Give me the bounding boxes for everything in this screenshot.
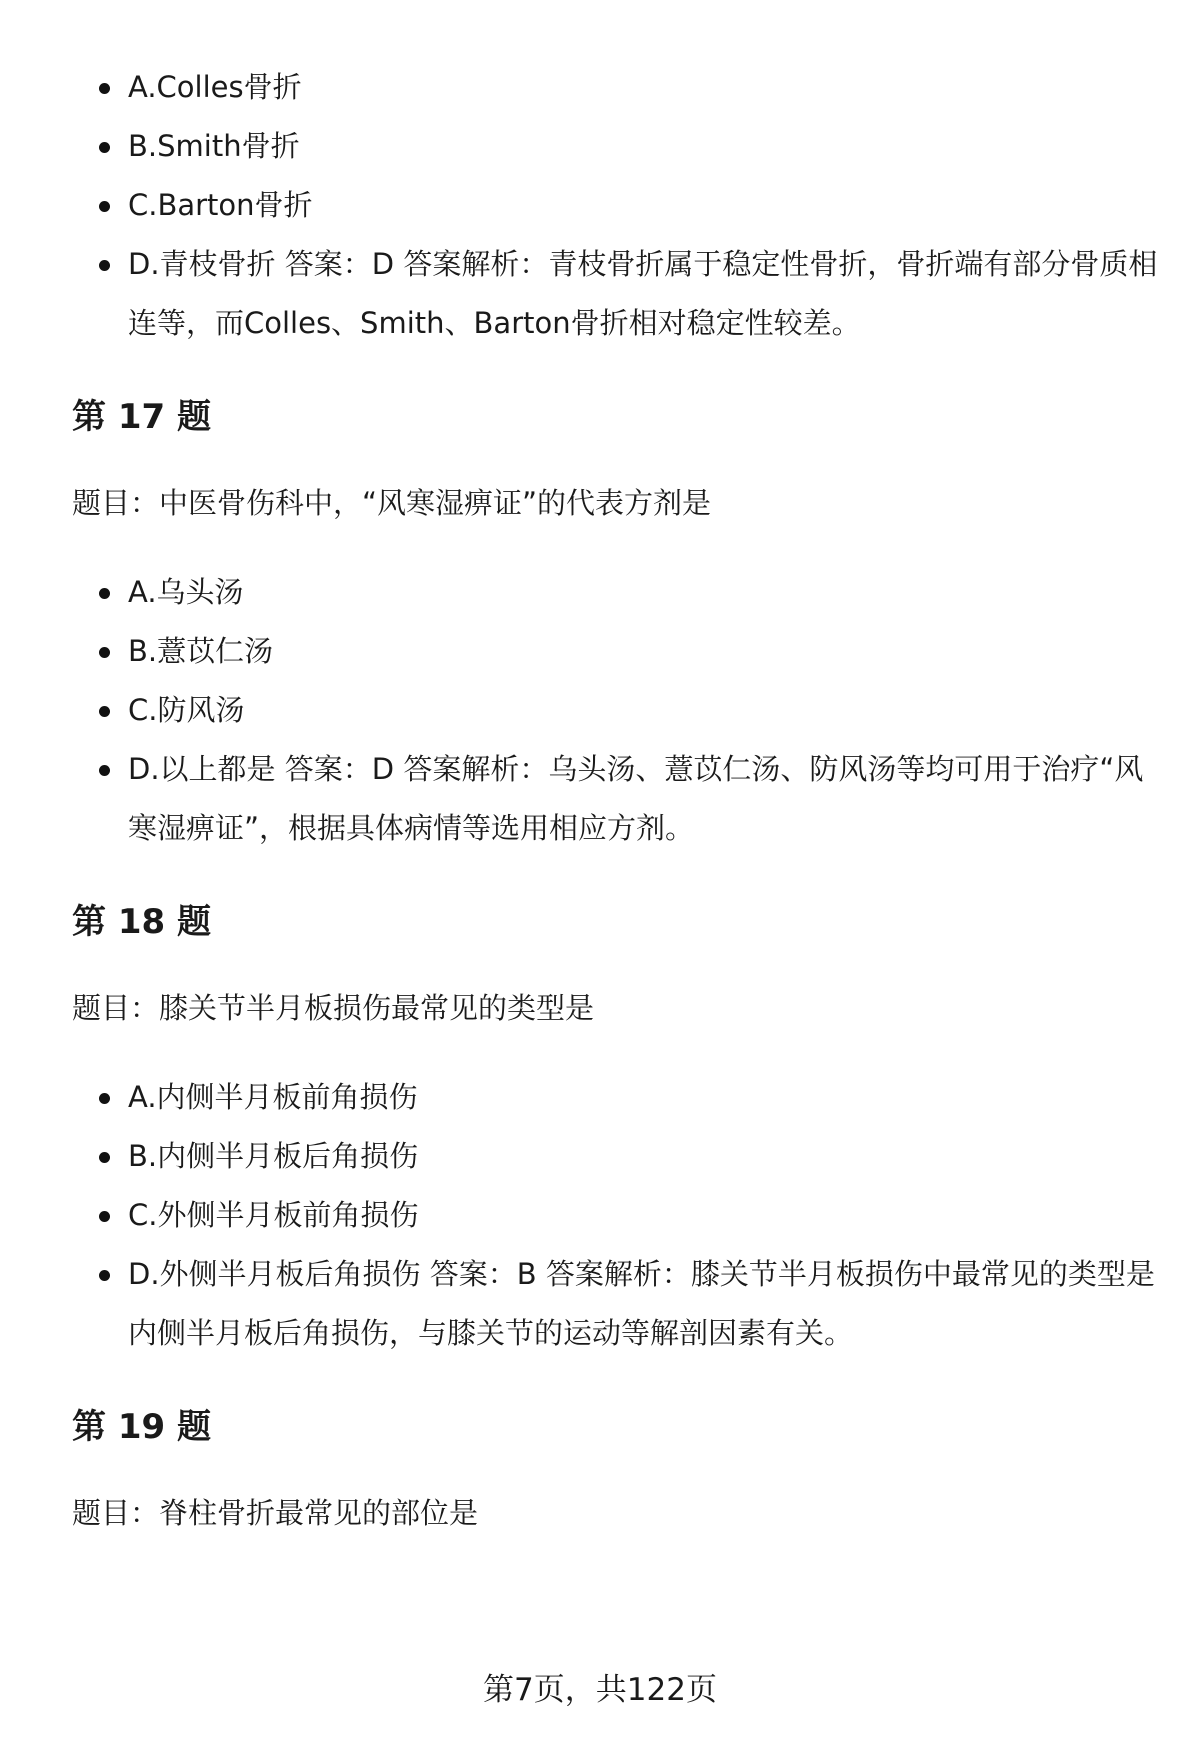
option-item: A.乌头汤: [72, 563, 1162, 622]
question-18: [72, 898, 1162, 1363]
option-item-with-answer: D.以上都是 答案：D 答案解析：乌头汤、薏苡仁汤、防风汤等均可用于治疗“风寒湿痹证”，根据具体病情等选用相应方剂。: [72, 740, 1162, 858]
carryover-option-list: [72, 58, 1162, 353]
question-heading: 第 17 题: [72, 397, 211, 437]
option-item: A.Colles骨折: [72, 58, 1162, 117]
question-17: [72, 393, 1162, 858]
option-item: B.薏苡仁汤: [72, 622, 1162, 681]
question-stem: 题目：中医骨伤科中，“风寒湿痹证”的代表方剂是: [72, 486, 712, 520]
option-list: [72, 563, 1162, 858]
question-heading: 第 19 题: [72, 1407, 211, 1447]
page-content: [72, 58, 1162, 1573]
option-item: C.Barton骨折: [72, 176, 1162, 235]
option-item-with-answer: D.青枝骨折 答案：D 答案解析：青枝骨折属于稳定性骨折，骨折端有部分骨质相连等，而Colles、Smith、Barton骨折相对稳定性较差。: [72, 235, 1162, 353]
question-heading: 第 18 题: [72, 902, 211, 942]
page-number-footer: 第7页，共122页: [483, 1672, 717, 1708]
option-item-with-answer: D.外侧半月板后角损伤 答案：B 答案解析：膝关节半月板损伤中最常见的类型是内侧半月板后角损伤，与膝关节的运动等解剖因素有关。: [72, 1245, 1162, 1363]
question-19: [72, 1403, 1162, 1537]
option-item: A.内侧半月板前角损伤: [72, 1068, 1162, 1127]
option-item: B.Smith骨折: [72, 117, 1162, 176]
option-item: C.防风汤: [72, 681, 1162, 740]
question-stem: 题目：脊柱骨折最常见的部位是: [72, 1496, 479, 1530]
question-stem: 题目：膝关节半月板损伤最常见的类型是: [72, 991, 595, 1025]
option-item: C.外侧半月板前角损伤: [72, 1186, 1162, 1245]
option-list: [72, 1068, 1162, 1363]
option-item: B.内侧半月板后角损伤: [72, 1127, 1162, 1186]
